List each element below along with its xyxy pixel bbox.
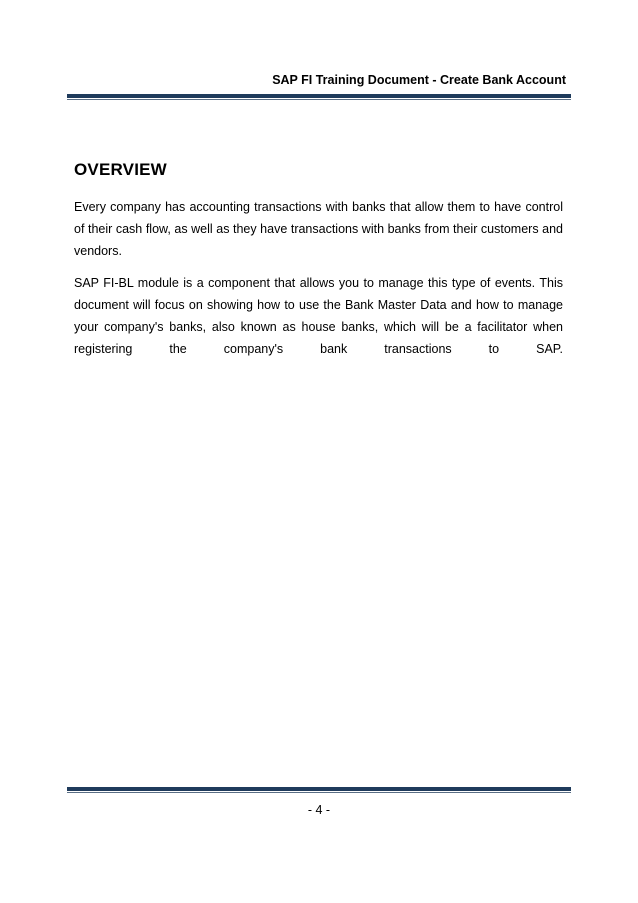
header-rule-thin: [67, 99, 571, 100]
footer-rule: [67, 787, 571, 791]
header-title: SAP FI Training Document - Create Bank Account: [272, 73, 566, 87]
section-heading: OVERVIEW: [74, 160, 167, 179]
paragraph-module: SAP FI-BL module is a component that allows you to manage this type of events. This document will focus on showing how to use the Bank Master Data and how to manage your company's banks, also known as house banks, which will be a facilitator when registering the company's bank transactions to SAP.: [74, 276, 563, 356]
footer-rule-thin: [67, 792, 571, 793]
page-number: - 4 -: [307, 803, 331, 817]
paragraph-intro: Every company has accounting transactions with banks that allow them to have control of their cash flow, as well as they have transactions with banks from their customers and vendors.: [74, 200, 563, 258]
header-rule: [67, 94, 571, 98]
page-body: [74, 160, 563, 370]
